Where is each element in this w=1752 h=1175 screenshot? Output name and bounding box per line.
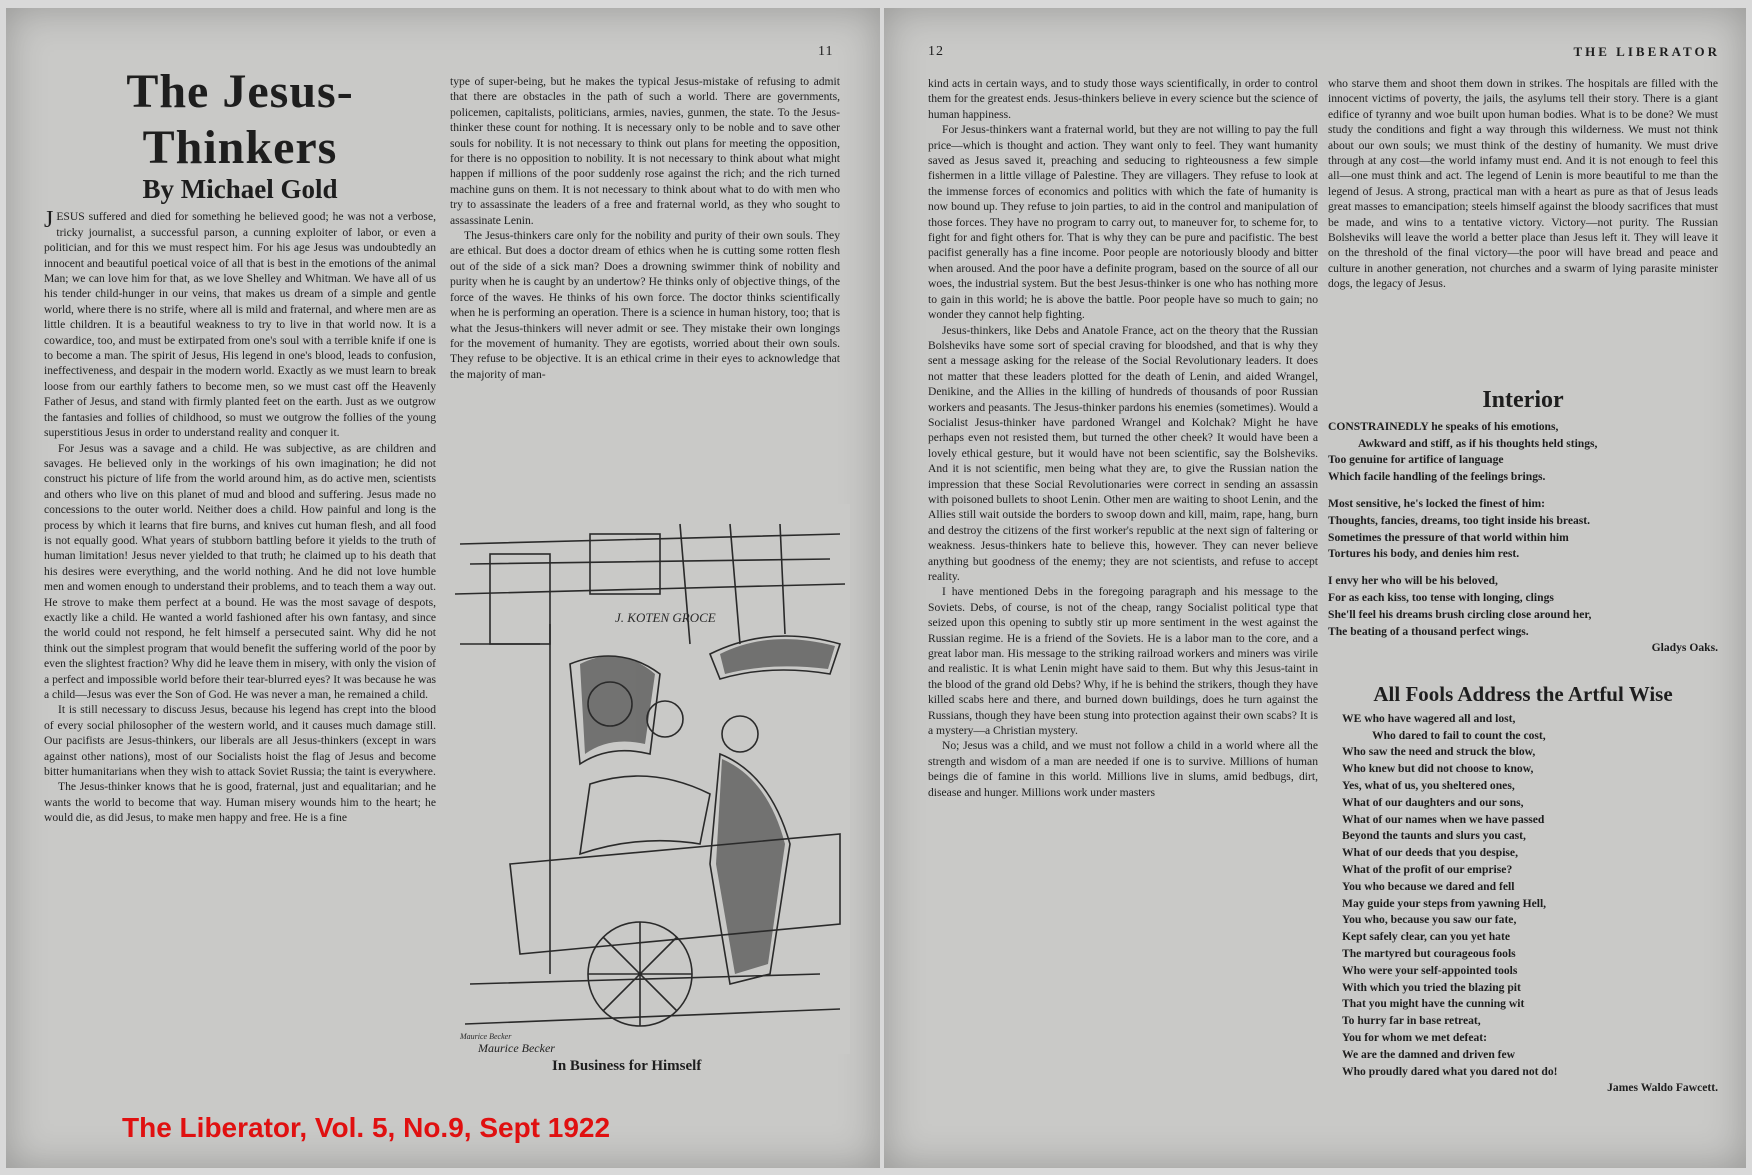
poem-line: The martyred but courageous fools [1342, 946, 1516, 960]
illustration-caption: In Business for Himself [552, 1058, 702, 1074]
shop-sign-text: J. KOTEN GROCE [615, 610, 716, 625]
poem-line: Kept safely clear, can you yet hate [1342, 930, 1510, 944]
paragraph: No; Jesus was a child, and we must not follow a child in a world where all the strength and wisdom of a man are needed if one is to survive. Millions of human beings die of famine in this world. Millions live in slums, amid bedbugs, dirt, disease and hunger. Millions work under masters [928, 739, 1318, 799]
poem-line: What of our names when we have passed [1342, 812, 1545, 826]
poem-line: With which you tried the blazing pit [1342, 980, 1521, 994]
article-conclusion-column [1328, 76, 1718, 292]
poem-line: Awkward and stiff, as if his thoughts held stings, [1358, 436, 1598, 450]
poem-interior [1328, 387, 1718, 657]
poem-line: CONSTRAINEDLY he speaks of his emotions, [1328, 419, 1559, 433]
paragraph: JESUS suffered and died for something he believed good; he was not a verbose, tricky journalist, a successful parson, a cunning exploiter of labor, or even a politician, and for this we must respect him. For his age Jesus was undoubtedly an innocent and beautiful poetical voice of all that is best in the emotions of the animal Man; we can love him for that, as we love Shelley and Whitman. We have all of us his tender child-hunger in our veins, that makes us dream of a simple and gentle world, where there is no strife, where all is mild and fraternal, and where men are as little children. It is a beautiful weakness to try to live in that world now. It is a cowardice, too, and must be extirpated from one's soul with a terrible knife if one is to become a man. The spirit of Jesus, His legend in one's blood, leads to confusion, ineffectiveness, and despair in the modern world. Exactly as we must learn to break loose from our earthly fathers to become men, so we must cast off the Heavenly Father of Jesus, and stand with firmly planted feet on the earth. Just as we outgrow the fantasies and follies of childhood, so must we outgrow the follies of the young superstitious Jesus in order to understand reality and conquer it. [44, 207, 436, 440]
poem-line: What of the profit of our emprise? [1342, 862, 1513, 876]
paragraph: kind acts in certain ways, and to study those ways scientifically, in order to control them for the greatest ends. Jesus-thinkers believe in every science but the science of human happiness. [928, 77, 1318, 121]
paragraph: who starve them and shoot them down in strikes. The hospitals are filled with the innocent victims of poverty, the jails, the asylums tell their story. There is a giant edifice of tyranny and woe built upon human bodies. What is to be done? We must study the conditions and fight a way through this wilderness. We must not think about our own souls; we must think of the destiny of humanity. We must drive through at any cost—the world infamy must end. And it is not enough to feel this all—one must think and act. The legend of Lenin is more beautiful to me than the legend of Jesus. A strong, practical man with a heart as pure as that of Jesus leads great masses to emancipation; steels himself against the bloody sacrifices that must be made, and wins to a tentative victory. Victory—not purity. The Russian Bolsheviks will leave the world a better place than Jesus left it. They will leave it on the threshold of the final victory—the poor will have bread and peace and culture in another generation, not churches and a swarm of lying parasite minister dogs, the legacy of Jesus. [1328, 77, 1718, 291]
illustration-in-business-for-himself [450, 504, 850, 1054]
poem-line: Who knew but did not choose to know, [1342, 762, 1534, 776]
poem-line: She'll feel his dreams brush circling close around her, [1328, 607, 1592, 621]
poem-line: Most sensitive, he's locked the finest of him: [1328, 496, 1546, 510]
poem-lines [1328, 711, 1718, 1081]
illustration-artist: Maurice Becker [478, 1041, 555, 1055]
poem-line: To hurry far in base retreat, [1342, 1014, 1481, 1028]
source-caption: The Liberator, Vol. 5, No.9, Sept 1922 [122, 1112, 611, 1143]
poem-line: I envy her who will be his beloved, [1328, 574, 1498, 588]
article-column-2 [450, 74, 840, 382]
poem-line: Which facile handling of the feelings brings. [1328, 470, 1546, 484]
paragraph: For Jesus-thinkers want a fraternal world, but they are not willing to pay the full price—which is thought and action. They want only to feel. They want humanity saved as Jesus saved it, preaching and seducing to righteousness a few simple fishermen in a little village of Palestine. They are villagers. They refuse to look at the immense forces of economics and politics with which the fate of humanity is now bound up. They refuse to join parties, to aid in the control and manipulation of those forces. They have no program to carry out, to maneuver for, to scheme for, to fight for and fight others for. That is why they can be pure and pacifistic. The best pacifist generally has a fine income. Poor people are notoriously bloody and bitter when aroused. And the poor have a definite program, based on the source of all our woes, the industrial system. But the best Jesus-thinker is one who has nothing more to gain in this world; he is above the battle. Poor people have so much to gain; no wonder they cannot help fighting. [928, 123, 1318, 322]
poem-author: Gladys Oaks. [1651, 641, 1718, 655]
paragraph: I have mentioned Debs in the foregoing paragraph and his message to the Soviets. Debs, of course, is not of the cheap, rangy Socialist political type that seized upon this opening to subtly stir up more sentiment in the west against the Russian regime. He is a friend of the Soviets. He is a labor man to the core, and a great labor man. His message to the striking railroad workers and miners was virile and realistic. It is what Lenin might have said to them. But why this Jesus-taint in the blood of the grand old Debs? Why, if he is behind the strikers, though they have killed scabs here and there, and burned down buildings, does he turn against the Russians, though they have been stung into protection against their own scabs? It is a mystery—a Christian mystery. [928, 585, 1318, 738]
poem-line: Yes, what of us, you sheltered ones, [1342, 778, 1515, 792]
artist-signature: Maurice Becker [460, 1032, 512, 1041]
paragraph: Jesus-thinkers, like Debs and Anatole France, act on the theory that the Russian Bolsheviks have some sort of special craving for bloodshed, and that is why they sent a message asking for the release of the Social Revolutionary leaders. It does not matter that these leaders plotted for the death of Lenin, and aided Wrangel, Denikine, and the Allies in the killing of hundreds of thousands of poor Russian workers and peasants. The Jesus-thinker pardons his enemies (sometimes). Would a Socialist Jesus-thinker have pardoned Wrangel and Kolchak? Might he have perhaps even not resisted them, but turned the other cheek? It would have been a lovely ethical gesture, but it would have not been scientific, say the Bolsheviks. And it is not scientific, men being what they are, to give the Russian nation the impression that these Social Revolutionaries were correct in sending an assassin with poisoned bullets to shoot Lenin. Other men are waiting to shoot Lenin, and the Allies still wait outside the borders to swoop down and kill, maim, rape, hang, burn and destroy the citizens of the first worker's republic at the next sign of faltering or weakness. Jesus-thinkers hate to believe this, however. They can never believe anything but goodness of the enemy; they are not scientists, and refuse to accept reality. [928, 323, 1318, 583]
article-continued-column [928, 76, 1318, 800]
paragraph: For Jesus was a savage and a child. He was subjective, as are children and savages. He believed only in the workings of his own imagination; he did not construct his picture of life from the world around him, as do active men, scientists and others who live on this planet of mud and blood and suffering. Jesus made no concessions to the outer world. Neither does a child. How painful and long is the process by which it learns that fire burns, and knives cut human flesh, and all food is not equally good. What years of stubborn battling before it yields to the truth of human limitation! Jesus never yielded to that truth; he claimed up to his death that his desires were everything, and the world nothing. And he did not love humble men and women enough to understand their problems, and to teach them a way out. He strove to make them perfect at a bound. He was the most savage of despots, exactly like a child. He wanted a world fashioned after his own fantasy, and since the world could not respond, he felt himself a persecuted saint. Why did he not think out the simplest program that would benefit the suffering world of the poor by even the slightest fraction? Why did he leave them in misery, with only the vision of a perfect and impossible world before their tear-blurred eyes? It was because he was a child—Jesus was ever the Son of God. He was never a man, he remained a child. [44, 441, 436, 701]
poem-line: We are the damned and driven few [1342, 1047, 1516, 1061]
page-number-left: 11 [818, 44, 834, 59]
poem-line: That you might have the cunning wit [1342, 997, 1525, 1011]
poem-line: Beyond the taunts and slurs you cast, [1342, 829, 1526, 843]
poem-title: All Fools Address the Artful Wise [1373, 682, 1673, 706]
poem-line: WE who have wagered all and lost, [1342, 711, 1516, 725]
poem-line: Who proudly dared what you dared not do! [1342, 1064, 1558, 1078]
page-number-right: 12 [928, 44, 944, 59]
poem-title: Interior [1482, 387, 1564, 413]
poem-line: Thoughts, fancies, dreams, too tight inside his breast. [1328, 513, 1591, 527]
poem-line: You who, because you saw our fate, [1342, 913, 1517, 927]
article-title: The Jesus-Thinkers [126, 65, 354, 174]
right-page [884, 8, 1746, 1168]
poem-line: For as each kiss, too tense with longing, clings [1328, 590, 1554, 604]
paragraph: type of super-being, but he makes the typical Jesus-mistake of refusing to admit that there are obstacles in the path of such a world. There are governments, policemen, capitalists, politicians, armies, navies, gunmen, the state. To the Jesus-thinker these count for nothing. It is necessary only to be noble and to save other souls for nobility. It is not necessary to think out plans for meeting the opposition, for there is no opposition to nobility. It is not necessary to think about what might happen if millions of the poor suddenly rose against the rich; and the rich turned machine guns on them. It is not necessary to think about what to do with men who try to assassinate the leaders of a free and fraternal world, as they who sought to assassinate Lenin. [450, 75, 840, 227]
poem-line: Who saw the need and struck the blow, [1342, 745, 1536, 759]
article-column-1 [44, 64, 436, 826]
running-head: THE LIBERATOR [1573, 44, 1720, 59]
poem-line: Tortures his body, and denies him rest. [1328, 547, 1520, 561]
poem-all-fools [1328, 682, 1718, 1097]
poem-line: What of our deeds that you despise, [1342, 846, 1518, 860]
poem-line: What of our daughters and our sons, [1342, 795, 1524, 809]
paragraph: The Jesus-thinker knows that he is good, fraternal, just and equalitarian; and he wants the world to become that way. Human misery wounds him to the heart; he would die, as did Jesus, to make men happy and free. He is a fine [44, 780, 436, 825]
poem-line: You for whom we met defeat: [1342, 1030, 1487, 1044]
poem-line: You who because we dared and fell [1342, 879, 1515, 893]
poem-line: Sometimes the pressure of that world within him [1328, 530, 1569, 544]
article-byline: By Michael Gold [142, 174, 338, 204]
poem-line: Too genuine for artifice of language [1328, 453, 1504, 467]
poem-author: James Waldo Fawcett. [1607, 1081, 1718, 1095]
paragraph: It is still necessary to discuss Jesus, because his legend has crept into the blood of every social philosopher of the western world, and it causes much damage still. Our pacifists are Jesus-thinkers, our liberals are all Jesus-thinkers (except in wars against other nations), most of our Socialists hoist the flag of Jesus and become bitter humanitarians when they wish to attack Soviet Russia; the taint is everywhere. [44, 703, 436, 779]
poem-line: Who were your self-appointed tools [1342, 963, 1518, 977]
poem-line: May guide your steps from yawning Hell, [1342, 896, 1547, 910]
poem-line: The beating of a thousand perfect wings. [1328, 624, 1529, 638]
poem-line: Who dared to fail to count the cost, [1372, 728, 1546, 742]
left-page [6, 8, 880, 1168]
paragraph: The Jesus-thinkers care only for the nobility and purity of their own souls. They are ethical. But does a doctor dream of ethics when he is cutting some rotten flesh out of the side of a sick man? Does a drowning swimmer think of nobility and purity when he is caught by an undertow? He thinks only of objective things, of the force of the waves. He thinks of his own force. The doctor thinks scientifically when he is performing an operation. There is a science in human history, too; that is what the Jesus-thinkers will never admit or see. They mistake their own longings for the movement of humanity. They are egotists, worried about their own souls. They refuse to be objective. It is an ethical crime in their eyes to acknowledge that the majority of man- [450, 229, 840, 381]
